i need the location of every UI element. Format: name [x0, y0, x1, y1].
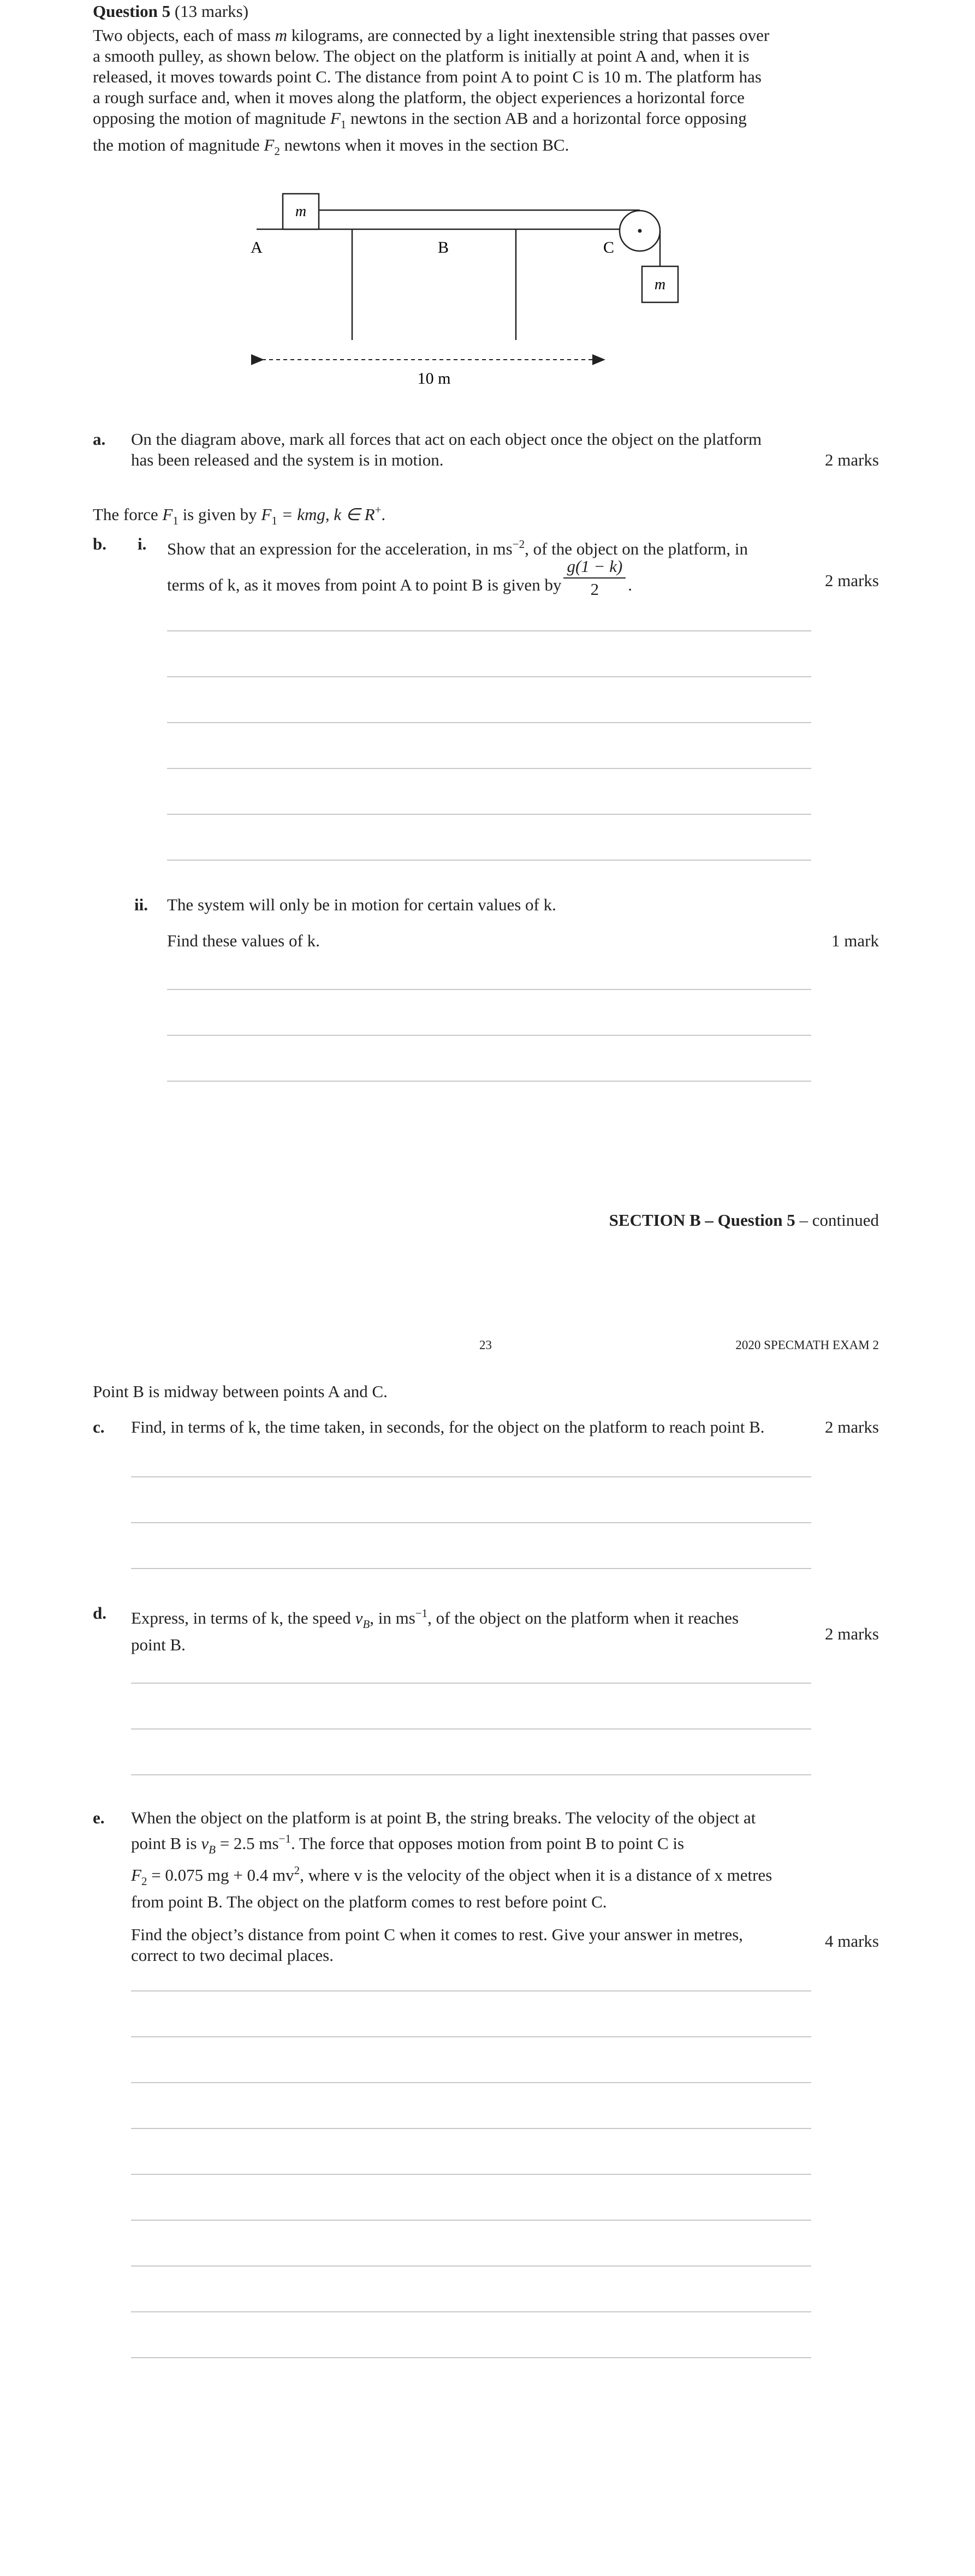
answer-line [167, 814, 811, 815]
mass-label-platform: m [295, 203, 307, 220]
acceleration-fraction: $\frac{g(1 - k)}{2}$ [563, 556, 626, 600]
part-b-ii-marks: 1 mark [831, 931, 879, 950]
part-a-label: a. [93, 430, 106, 449]
answer-line [131, 1568, 811, 1569]
part-b-i-line1: Show that an expression for the acceleration, in $ms^{-2}$, of the object on the platform, in [167, 538, 748, 558]
answer-line [131, 1990, 811, 1991]
part-b-ii-label: ii. [134, 895, 148, 914]
answer-line [167, 860, 811, 861]
answer-line [131, 1522, 811, 1523]
part-a-marks: 2 marks [824, 450, 879, 469]
part-b-i-line2: terms of k, as it moves from point A to point B is given by $\frac{g(1 - k)}{2}$ . [167, 556, 632, 600]
answer-line [131, 1683, 811, 1684]
point-b-label: B [437, 238, 449, 257]
answer-line [131, 2174, 811, 2175]
question-title: Question 5 [93, 2, 171, 21]
answer-line [131, 2220, 811, 2221]
page-number: 23 [479, 1338, 492, 1352]
answer-line [131, 2265, 811, 2267]
answer-line [131, 2311, 811, 2312]
answer-line [131, 2082, 811, 2083]
part-e-text: When the object on the platform is at point B, the string breaks. The velocity of the object at point B is $v_B = 2.5$ $ms^{-1}$. The force that opposes motion from point B to point C is $F_2 = 0.075$ mg + 0.4 $mv^2$, where v is the velocity of the object when it is a distance of x metres from point B. The object on the platform comes to rest before point C. Find the object’s distance from point C when it comes to rest. Give your answer in metres, correct to two decimal places. [131, 1808, 772, 1965]
answer-line [167, 676, 811, 677]
point-a-label: A [251, 238, 263, 257]
part-e-label: e. [93, 1808, 105, 1827]
part-d-marks: 2 marks [824, 1624, 879, 1643]
answer-line [167, 1035, 811, 1036]
answer-line [131, 2357, 811, 2358]
point-c-label: C [603, 238, 615, 257]
answer-line [167, 1081, 811, 1082]
part-d-label: d. [93, 1603, 106, 1623]
answer-line [131, 1728, 811, 1730]
question-header [93, 1, 248, 22]
answer-line [131, 2036, 811, 2037]
answer-line [131, 1774, 811, 1775]
part-b-i-label: i. [138, 534, 147, 553]
part-c-label: c. [93, 1417, 105, 1436]
question-marks-total: (13 marks) [174, 2, 249, 21]
part-c-text: Find, in terms of k, the time taken, in seconds, for the object on the platform to reach point B. [131, 1417, 765, 1436]
answer-line [131, 2128, 811, 2129]
distance-label: 10 m [417, 369, 451, 387]
section-continued: SECTION B – Question 5 – continued [609, 1211, 879, 1230]
exam-code: 2020 SPECMATH EXAM 2 [735, 1338, 879, 1352]
answer-line [167, 630, 811, 631]
part-a-text: On the diagram above, mark all forces that act on each object once the object on the platform has been released and the system is in motion. [131, 430, 762, 469]
answer-line [167, 989, 811, 990]
answer-line [167, 768, 811, 769]
pulley-diagram [0, 180, 975, 398]
part-c-marks: 2 marks [824, 1417, 879, 1436]
part-d-text: Express, in terms of k, the speed $v_B$, in $ms^{-1}$, of the object on the platform when it reaches point B. [131, 1607, 739, 1654]
answer-line [131, 1476, 811, 1477]
question-intro: Two objects, each of mass m kilograms, are connected by a light inextensible string that passes over a smooth pulley, as shown below. The object on the platform is initially at point A and, when it is released, it moves towards point C. The distance from point A to point C is 10 m. The platform has a rough surface and, when it moves along the platform, the object experiences a horizontal force opposing the motion of magnitude $F_1$ newtons in the section AB and a horizontal force opposing the motion of magnitude $F_2$ newtons when it moves in the section BC. [93, 26, 770, 158]
part-b-ii-line2: Find these values of k. [167, 931, 320, 950]
mass-label-hanging: m [654, 276, 666, 293]
answer-line [167, 722, 811, 723]
part-b-ii-line1: The system will only be in motion for certain values of k. [167, 895, 556, 914]
part-b-i-marks: 2 marks [824, 571, 879, 590]
part-e-marks: 4 marks [824, 1931, 879, 1951]
part-b-label: b. [93, 534, 106, 553]
pulley-axle [638, 229, 642, 233]
force-definition: The force $F_1$ is given by $F_1$ = kmg, k ∈ R+. [93, 503, 386, 527]
midpoint-note: Point B is midway between points A and C. [93, 1382, 388, 1401]
